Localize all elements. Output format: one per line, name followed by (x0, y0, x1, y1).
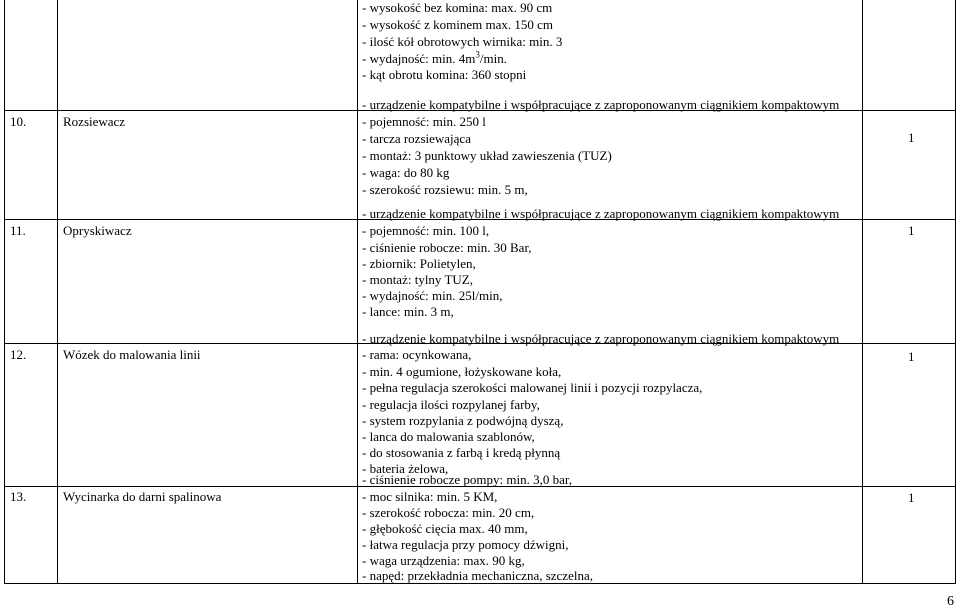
spec-line: - urządzenie kompatybilne i współpracujące z zaproponowanym ciągnikiem kompaktowym (362, 331, 840, 346)
table-divider-spec (357, 0, 358, 584)
spec-line: - lance: min. 3 m, (362, 304, 454, 319)
spec-line: - wydajność: min. $4m^3/\min$. (362, 49, 507, 66)
spec-line: - urządzenie kompatybilne i współpracujące z zaproponowanym ciągnikiem kompaktowym (362, 97, 840, 112)
spec-line: - montaż: tylny TUZ, (362, 272, 473, 287)
table-border-left (4, 0, 5, 584)
item-quantity: 1 (908, 490, 915, 505)
spec-line: - wysokość bez komina: max. 90 cm (362, 0, 553, 15)
item-name: Opryskiwacz (63, 223, 132, 238)
spec-line: - łatwa regulacja przy pomocy dźwigni, (362, 537, 569, 552)
row-number: 11. (10, 223, 26, 238)
spec-line: - ilość kół obrotowych wirnika: min. 3 (362, 34, 563, 49)
spec-line: - min. 4 ogumione, łożyskowane koła, (362, 364, 562, 379)
item-name: Wózek do malowania linii (63, 347, 201, 362)
page-number: 6 (947, 594, 954, 609)
spec-line: - system rozpylania z podwójną dyszą, (362, 413, 564, 428)
spec-line: - kąt obrotu komina: 360 stopni (362, 67, 527, 82)
spec-line: - waga urządzenia: max. 90 kg, (362, 553, 525, 568)
spec-line: - pojemność: min. 100 l, (362, 223, 490, 238)
spec-line: - ciśnienie robocze: min. 30 Bar, (362, 240, 532, 255)
spec-line: - zbiornik: Polietylen, (362, 256, 476, 271)
table-border-bottom (4, 583, 956, 584)
spec-line: - rama: ocynkowana, (362, 347, 472, 362)
spec-line: - bateria żelowa, (362, 461, 449, 476)
row-number: 13. (10, 489, 27, 504)
item-quantity: 1 (908, 130, 915, 145)
spec-line: - ciśnienie robocze pompy: min. 3,0 bar, (362, 472, 572, 487)
item-name: Wycinarka do darni spalinowa (63, 489, 222, 504)
spec-line: - szerokość rozsiewu: min. 5 m, (362, 182, 528, 197)
spec-line: - pojemność: min. 250 l (362, 114, 486, 129)
table-divider-qty (862, 0, 863, 584)
table-divider-name (57, 0, 58, 584)
item-name: Rozsiewacz (63, 114, 126, 129)
spec-line: - urządzenie kompatybilne i współpracujące z zaproponowanym ciągnikiem kompaktowym (362, 206, 840, 221)
row-number: 12. (10, 347, 27, 362)
spec-line: - wydajność: min. 25l/min, (362, 288, 503, 303)
spec-line: - regulacja ilości rozpylanej farby, (362, 397, 540, 412)
spec-line: - tarcza rozsiewająca (362, 131, 471, 146)
spec-line: - głębokość cięcia max. 40 mm, (362, 521, 528, 536)
table-border-right (955, 0, 956, 584)
spec-line: - napęd: przekładnia mechaniczna, szczelna, (362, 568, 593, 583)
item-quantity: 1 (908, 349, 915, 364)
spec-line: - moc silnika: min. 5 KM, (362, 489, 498, 504)
spec-line: - do stosowania z farbą i kredą płynną (362, 445, 561, 460)
spec-line: - lanca do malowania szablonów, (362, 429, 535, 444)
spec-line: - szerokość robocza: min. 20 cm, (362, 505, 535, 520)
spec-line: - wysokość z kominem max. 150 cm (362, 17, 553, 32)
row-number: 10. (10, 114, 27, 129)
spec-line: - pełna regulacja szerokości malowanej linii i pozycji rozpylacza, (362, 380, 703, 395)
spec-line: - waga: do 80 kg (362, 165, 450, 180)
spec-line: - montaż: 3 punktowy układ zawieszenia (TUZ) (362, 148, 612, 163)
item-quantity: 1 (908, 223, 915, 238)
